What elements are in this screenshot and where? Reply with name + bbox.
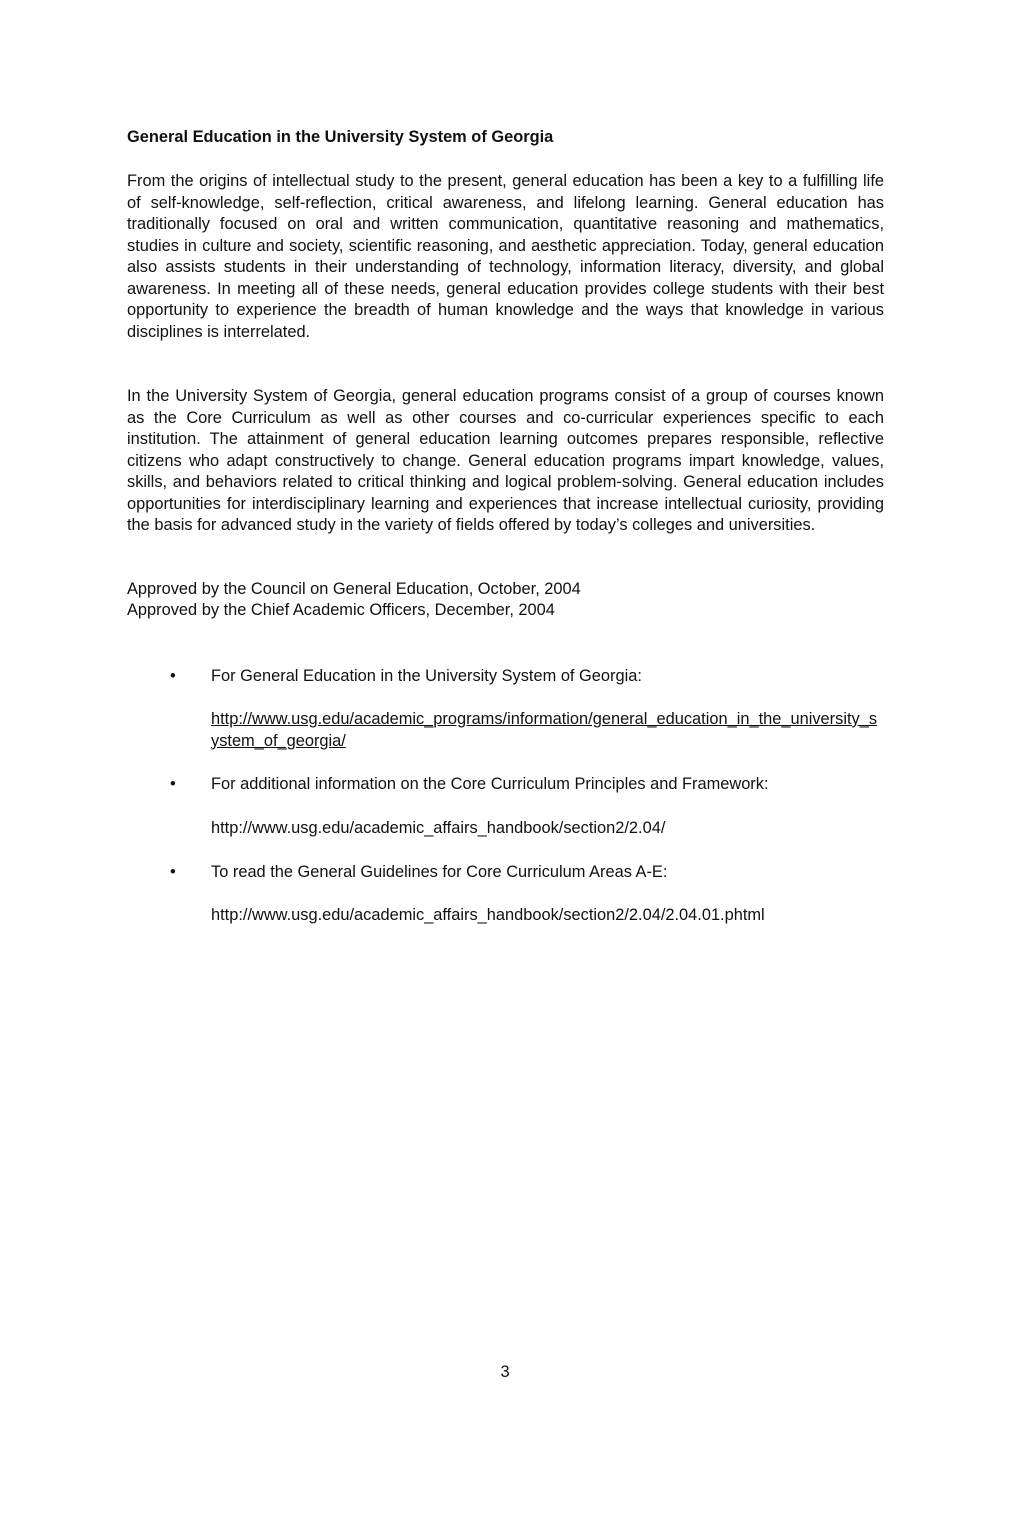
paragraph-usg-programs: In the University System of Georgia, general education programs consist of a group of courses known as the Core Curriculum as well as other courses and co-curricular experiences specific to each institution. The attainment of general education learning outcomes prepares responsible, reflective citizens who adapt constructively to change. General education programs impart knowledge, values, skills, and behaviors related to critical thinking and logical problem-solving. General education includes opportunities for interdisciplinary learning and experiences that increase intellectual curiosity, providing the basis for advanced study in the variety of fields offered by today’s colleges and universities. [127,387,884,534]
bullet-icon: • [170,667,176,685]
resource-item-core-curriculum: For additional information on the Core Curriculum Principles and Framework: [211,775,769,793]
document-heading: General Education in the University System of Georgia [127,128,554,146]
guidelines-link[interactable]: http://www.usg.edu/academic_affairs_handbook/section2/2.04/2.04.01.phtml [211,906,765,924]
bullet-icon: • [170,775,176,793]
approval-council: Approved by the Council on General Education, October, 2004 [127,580,581,598]
resource-item-guidelines: To read the General Guidelines for Core Curriculum Areas A-E: [211,863,668,881]
paragraph-origins: From the origins of intellectual study to the present, general education has been a key to a fulfilling life of self-knowledge, self-reflection, critical awareness, and lifelong learning. General education has traditionally focused on oral and written communication, quantitative reasoning and mathematics, studies in culture and society, scientific reasoning, and aesthetic appreciation. Today, general education also assists students in their understanding of technology, information literacy, diversity, and global awareness. In meeting all of these needs, general education provides college students with their best opportunity to experience the breadth of human knowledge and the ways that knowledge in various disciplines is interrelated. [127,172,884,341]
approval-officers: Approved by the Chief Academic Officers, December, 2004 [127,601,555,619]
bullet-icon: • [170,863,176,881]
core-curriculum-link[interactable]: http://www.usg.edu/academic_affairs_handbook/section2/2.04/ [211,819,666,837]
resource-item-general-education: For General Education in the University System of Georgia: [211,667,642,685]
general-education-link[interactable]: http://www.usg.edu/academic_programs/information/general_education_in_the_university_system_of_georgia/ [211,710,878,750]
page-number: 3 [500,1363,510,1381]
